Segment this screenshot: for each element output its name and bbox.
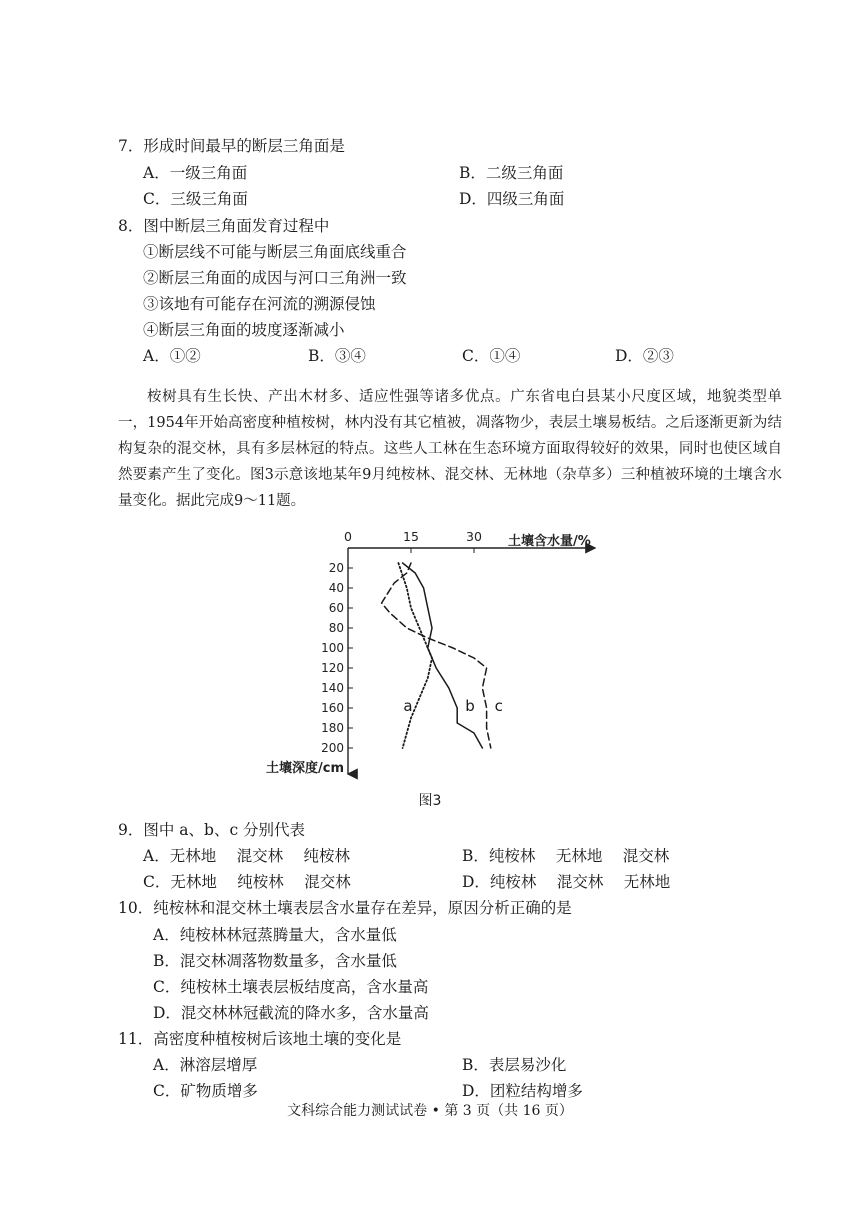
y-tick-label: 160 (321, 701, 344, 715)
q8-statement-3: ③该地有可能存在河流的溯源侵蚀 (143, 295, 376, 313)
q10-option-b: B．混交林凋落物数量多，含水量低 (153, 952, 397, 970)
series-line-c (382, 563, 491, 748)
q10-option-c: C．纯桉林土壤表层板结度高，含水量高 (153, 978, 429, 996)
q7-option-b: B．二级三角面 (459, 164, 564, 182)
soil-moisture-chart (260, 522, 620, 784)
series-label-b: b (465, 697, 475, 715)
q11-option-c: C．矿物质增多 (153, 1082, 258, 1100)
q9-option-d: D．纯桉林 混交林 无林地 (462, 873, 671, 891)
figure-caption: 图3 (418, 793, 442, 809)
series-label-a: a (403, 697, 413, 715)
passage-text: 桉树具有生长快、产出木材多、适应性强等诸多优点。广东省电白县某小尺度区域，地貌类型单一，1954年开始高密度种植桉树，林内没有其它植被，凋落物少，表层土壤易板结。之后逐渐更新为结构复杂的混交林，具有多层林冠的特点。这些人工林在生态环境方面取得较好的效果，同时也使区域自然要素产生了变化。图3示意该地某年9月纯桉林、混交林、无林地（杂草多）三种植被环境的土壤含水量变化。据此完成9～11题。 (118, 389, 782, 509)
series-line-a (398, 563, 432, 748)
q9-option-a: A．无林地 混交林 纯桉林 (143, 847, 351, 865)
q9-option-c: C．无林地 纯桉林 混交林 (143, 873, 351, 891)
q8-stem: 8．图中断层三角面发育过程中 (118, 217, 330, 235)
y-tick-label: 80 (328, 621, 344, 635)
q10-stem: 10．纯桉林和混交林土壤表层含水量存在差异，原因分析正确的是 (118, 899, 572, 917)
q8-statement-2: ②断层三角面的成因与河口三角洲一致 (143, 269, 407, 287)
x-tick-label: 15 (403, 529, 419, 544)
y-tick-label: 200 (321, 741, 344, 755)
q10-option-d: D．混交林林冠截流的降水多，含水量高 (153, 1004, 429, 1022)
y-tick-label: 140 (321, 681, 344, 695)
q10-option-a: A．纯桉林林冠蒸腾量大，含水量低 (153, 926, 397, 944)
y-tick-label: 60 (328, 601, 344, 615)
y-tick-label: 120 (321, 661, 344, 675)
q11-option-d: D．团粒结构增多 (462, 1082, 583, 1100)
series-label-c: c (494, 697, 503, 715)
y-tick-label: 20 (328, 561, 344, 575)
q11-option-b: B．表层易沙化 (462, 1056, 567, 1074)
q7-option-d: D．四级三角面 (459, 190, 565, 208)
y-tick-label: 100 (321, 641, 344, 655)
q11-option-a: A．淋溶层增厚 (153, 1056, 258, 1074)
q8-option-b: B．③④ (308, 347, 366, 365)
page-footer: 文科综合能力测试试卷 • 第 3 页（共 16 页） (287, 1103, 573, 1119)
q8-option-d: D．②③ (615, 347, 674, 365)
y-tick-label: 180 (321, 721, 344, 735)
x-tick-label: 0 (344, 529, 352, 544)
reading-passage (118, 384, 782, 514)
q7-option-a: A．一级三角面 (143, 164, 248, 182)
q8-statement-4: ④断层三角面的坡度逐渐减小 (143, 321, 345, 339)
y-axis-label: 土壤深度/cm (265, 761, 344, 776)
x-axis-label: 土壤含水量/% (508, 534, 591, 549)
q8-option-c: C．①④ (462, 347, 521, 365)
x-tick-label: 30 (466, 529, 482, 544)
q8-statement-1: ①断层线不可能与断层三角面底线重合 (143, 243, 407, 261)
q9-option-b: B．纯桉林 无林地 混交林 (462, 847, 670, 865)
q7-stem: 7．形成时间最早的断层三角面是 (118, 137, 345, 155)
q11-stem: 11．高密度种植桉树后该地土壤的变化是 (118, 1030, 402, 1048)
y-tick-label: 40 (328, 581, 344, 595)
q9-stem: 9．图中 a、b、c 分别代表 (118, 821, 306, 839)
q7-option-c: C．三级三角面 (143, 190, 248, 208)
q8-option-a: A．①② (143, 347, 201, 365)
